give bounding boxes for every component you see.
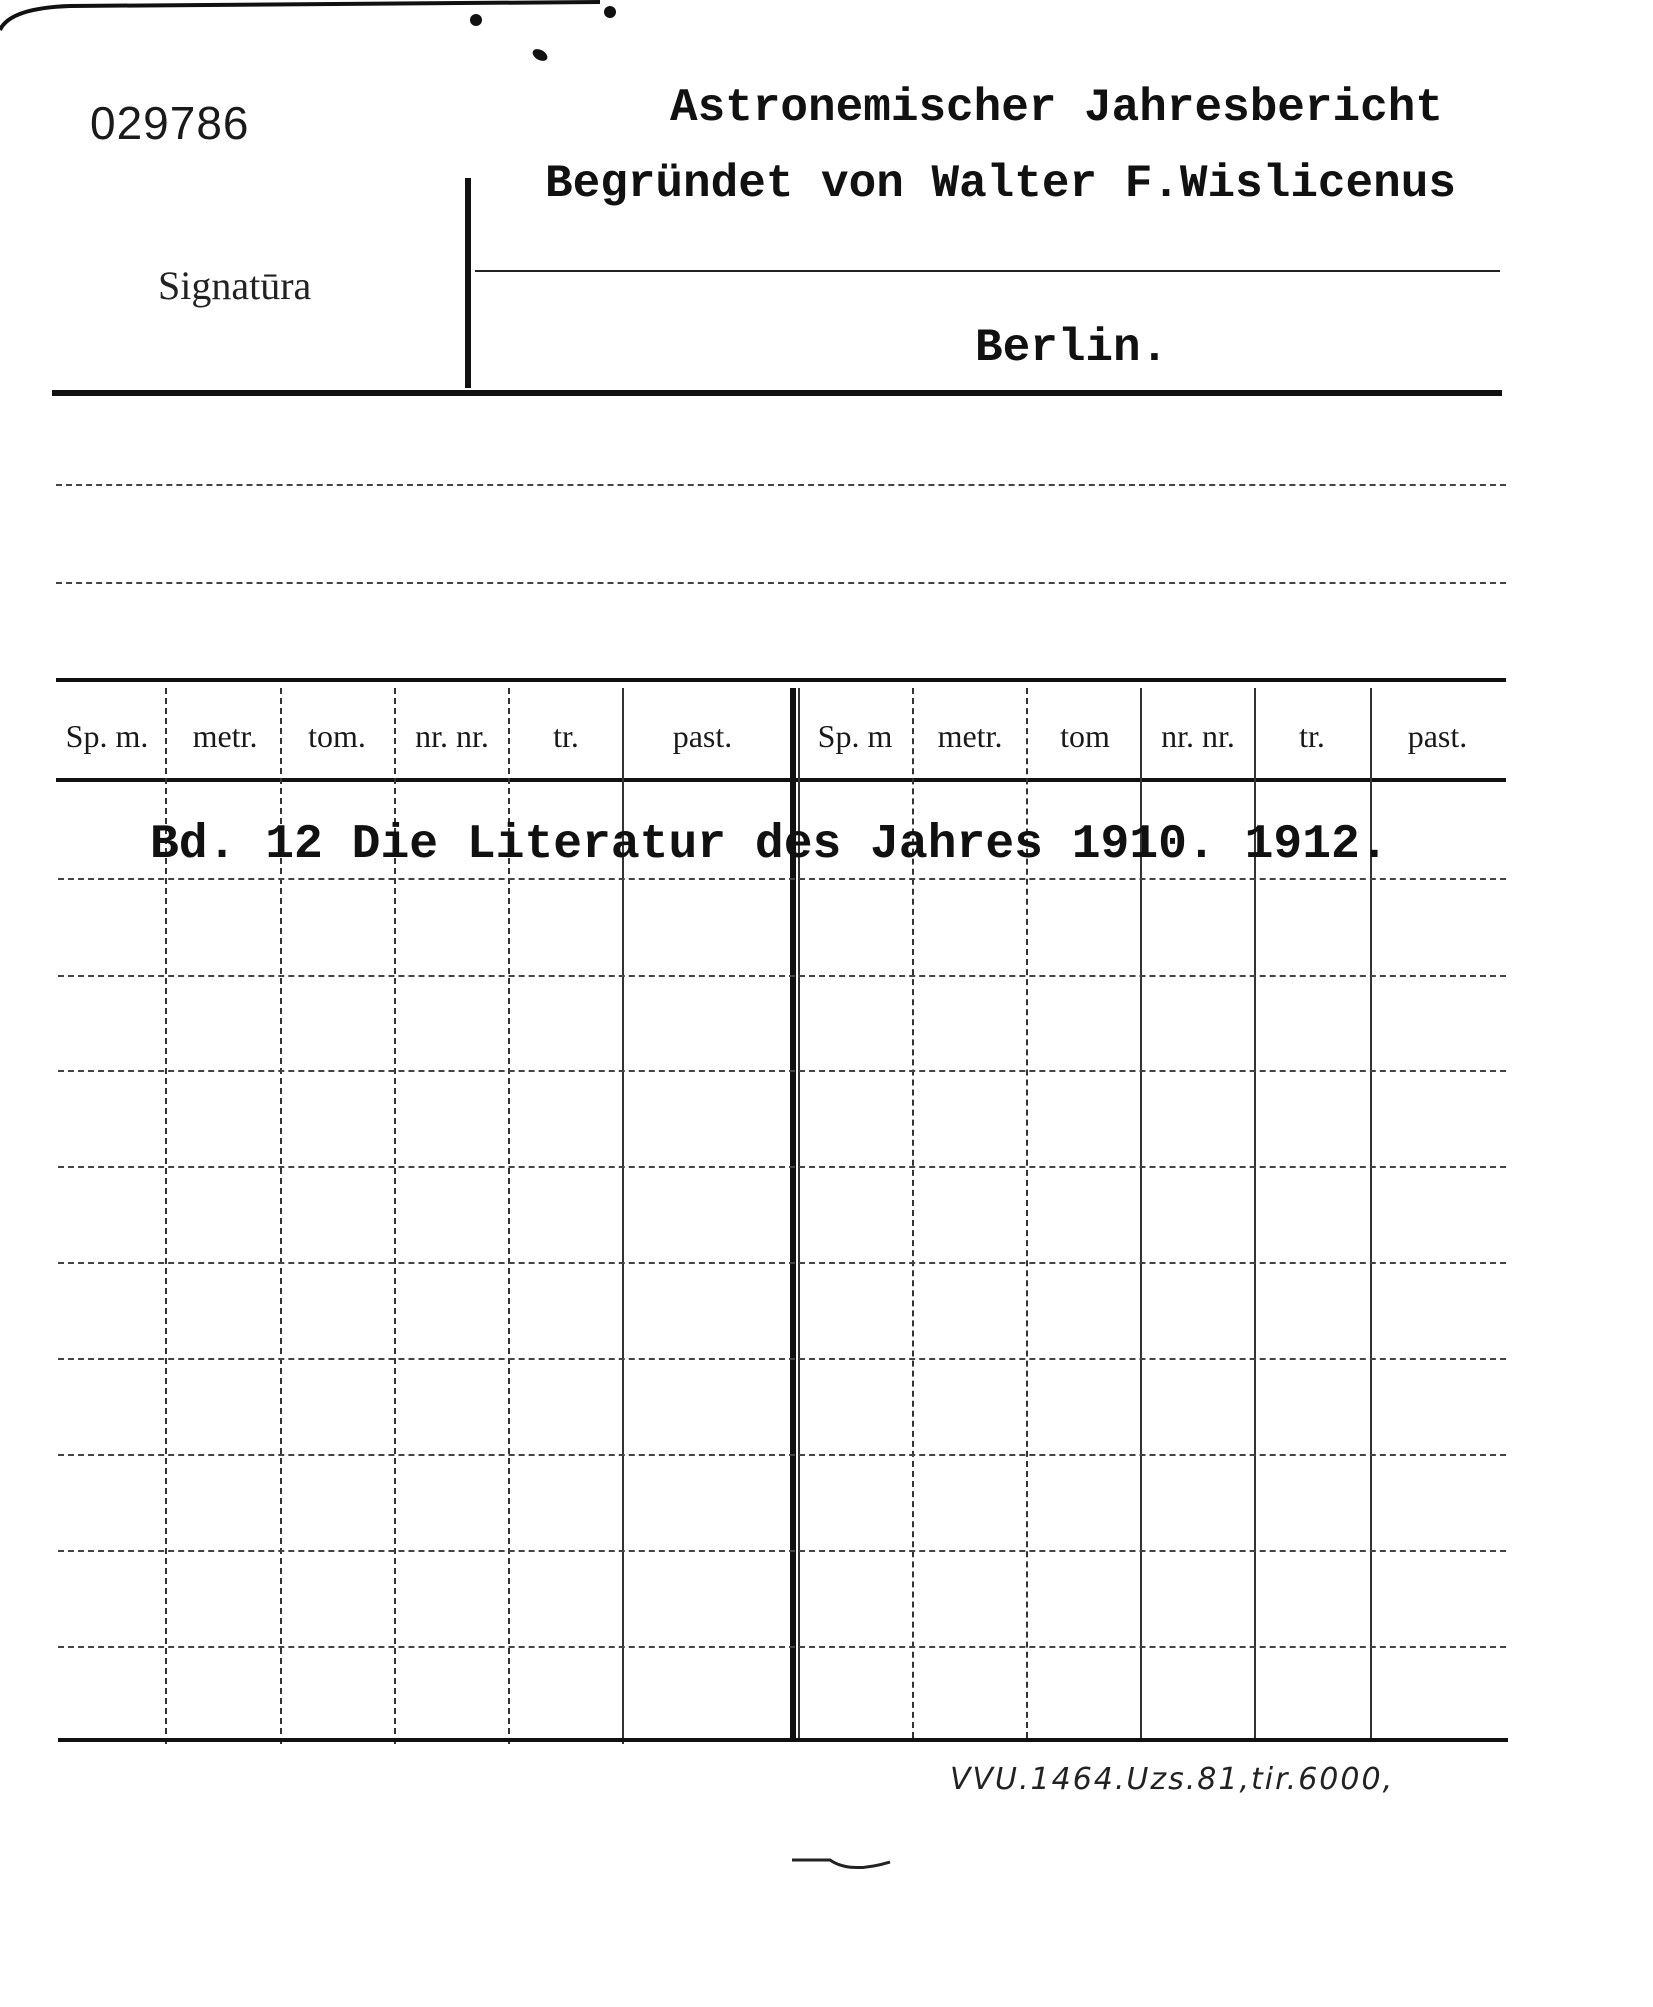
row-line <box>58 1550 1506 1552</box>
blank-line <box>56 582 1506 584</box>
table-header-rule <box>56 778 1506 782</box>
column-header: past. <box>1407 718 1468 754</box>
row-line <box>58 975 1506 977</box>
handwritten-note: VVU.1464.Uzs.81,tir.6000, <box>950 1762 1395 1797</box>
column-header: nr. nr. <box>1161 718 1235 754</box>
column-header: tom. <box>308 718 366 754</box>
signature-label: Signatūra <box>158 263 312 308</box>
row-line <box>58 878 1506 880</box>
pen-mark <box>790 1850 900 1880</box>
card-number: 029786 <box>90 97 250 149</box>
column-header: metr. <box>937 718 1003 754</box>
header-rule <box>475 270 1500 272</box>
column-header: Sp. m. <box>65 718 149 754</box>
row-line <box>58 1166 1506 1168</box>
row-line <box>58 1262 1506 1264</box>
ink-speck <box>470 14 482 26</box>
table-bottom-rule <box>58 1738 1508 1742</box>
header-bottom-rule <box>52 390 1502 396</box>
row-line <box>58 1454 1506 1456</box>
column-header: tr. <box>1299 718 1325 754</box>
column-header: metr. <box>192 718 258 754</box>
card-corner <box>0 0 620 60</box>
column-header: nr. nr. <box>415 718 489 754</box>
column-header: Sp. m <box>817 718 893 754</box>
publication-city: Berlin. <box>975 322 1169 374</box>
column-header: past. <box>672 718 733 754</box>
row-line <box>58 1070 1506 1072</box>
table-entry: Bd. 12 Die Literatur des Jahres 1910. 1912. <box>150 818 1389 872</box>
row-line <box>58 1646 1506 1648</box>
title-line-2: Begründet von Walter F.Wislicenus <box>545 158 1456 210</box>
column-header: tr. <box>553 718 579 754</box>
column-header: tom <box>1060 718 1110 754</box>
ink-speck <box>604 6 616 18</box>
header-divider <box>465 178 471 388</box>
blank-line <box>56 484 1506 486</box>
title-line-1: Astronemischer Jahresbericht <box>670 82 1443 134</box>
row-line <box>58 1358 1506 1360</box>
table-top-rule <box>56 678 1506 682</box>
